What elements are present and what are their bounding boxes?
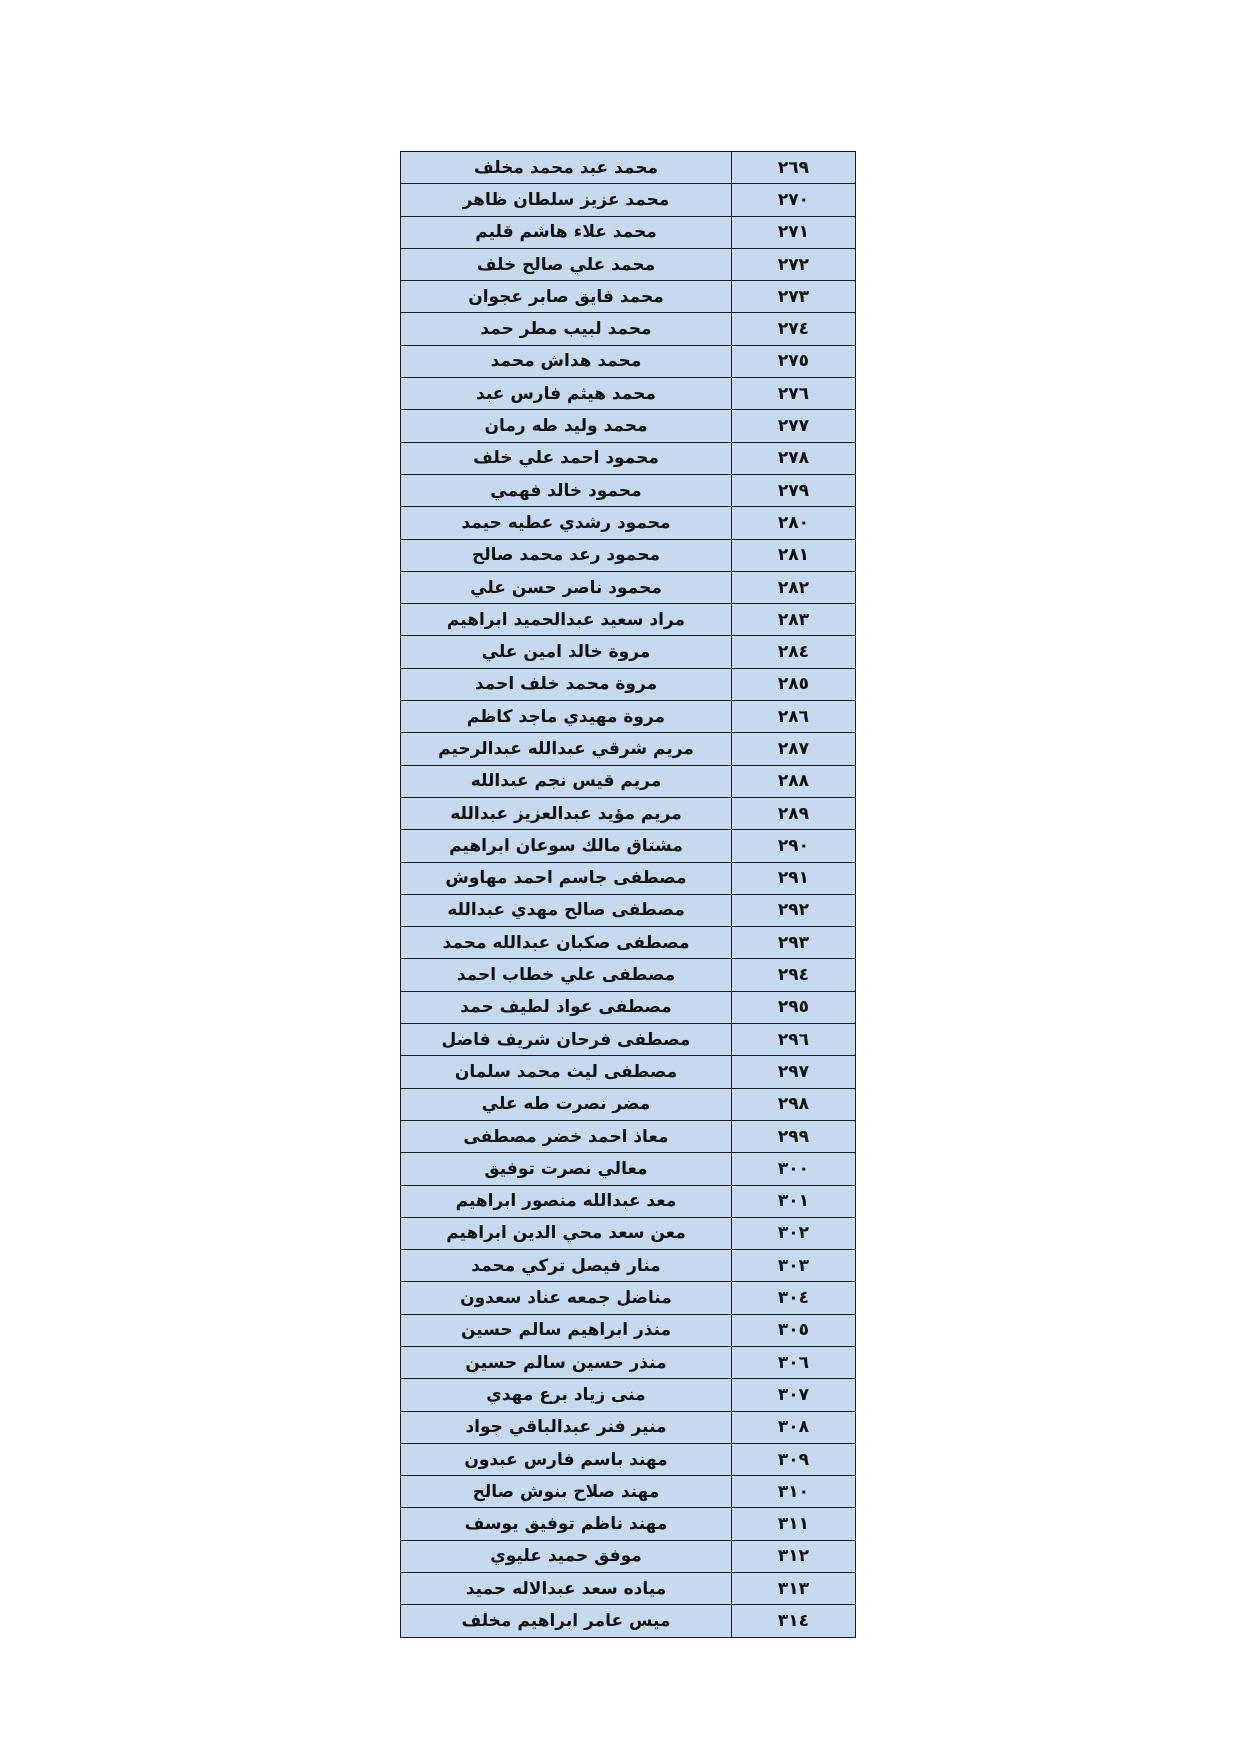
table-row	[401, 701, 856, 733]
name-cell: معالي نصرت توفيق	[401, 1153, 732, 1185]
names-table	[400, 151, 856, 1638]
table-row	[401, 442, 856, 474]
number-cell: ٢٩٥	[732, 991, 856, 1023]
number-cell: ٢٨٥	[732, 668, 856, 700]
table-row	[401, 894, 856, 926]
table-row	[401, 1056, 856, 1088]
name-cell: مصطفى صكبان عبدالله محمد	[401, 927, 732, 959]
name-cell: مياده سعد عبدالاله حميد	[401, 1573, 732, 1605]
name-cell: محمود رشدي عطيه حيمد	[401, 507, 732, 539]
number-cell: ٢٩٢	[732, 894, 856, 926]
number-cell: ٣٠٩	[732, 1443, 856, 1475]
number-cell: ٢٧٦	[732, 378, 856, 410]
table-row	[401, 281, 856, 313]
number-cell: ٣١٤	[732, 1605, 856, 1637]
name-cell: مصطفى جاسم احمد مهاوش	[401, 862, 732, 894]
number-cell: ٢٨٣	[732, 604, 856, 636]
table-row	[401, 152, 856, 184]
number-cell: ٣٠٧	[732, 1379, 856, 1411]
table-row	[401, 1411, 856, 1443]
number-cell: ٢٨٤	[732, 636, 856, 668]
number-cell: ٢٧٩	[732, 474, 856, 506]
name-cell: محمد هداش محمد	[401, 345, 732, 377]
table-row	[401, 604, 856, 636]
table-row	[401, 1250, 856, 1282]
number-cell: ٢٦٩	[732, 152, 856, 184]
name-cell: مناضل جمعه عناد سعدون	[401, 1282, 732, 1314]
number-cell: ٢٧٥	[732, 345, 856, 377]
name-cell: مروة محمد خلف احمد	[401, 668, 732, 700]
table-row	[401, 1573, 856, 1605]
name-cell: محمد عزيز سلطان ظاهر	[401, 184, 732, 216]
number-cell: ٣١٢	[732, 1540, 856, 1572]
number-cell: ٢٩٣	[732, 927, 856, 959]
number-cell: ٣٠٣	[732, 1250, 856, 1282]
name-cell: مروة خالد امين علي	[401, 636, 732, 668]
name-cell: مصطفى ليث محمد سلمان	[401, 1056, 732, 1088]
name-cell: منى زياد برع مهدي	[401, 1379, 732, 1411]
table-row	[401, 1314, 856, 1346]
number-cell: ٢٩١	[732, 862, 856, 894]
name-cell: مهند ناظم توفيق يوسف	[401, 1508, 732, 1540]
number-cell: ٣٠٢	[732, 1217, 856, 1249]
table-row	[401, 1088, 856, 1120]
name-cell: محمد فايق صابر عجوان	[401, 281, 732, 313]
name-cell: موفق حميد عليوي	[401, 1540, 732, 1572]
name-cell: مصطفى فرحان شريف فاضل	[401, 1024, 732, 1056]
table-row	[401, 862, 856, 894]
table-row	[401, 1540, 856, 1572]
table-row	[401, 1217, 856, 1249]
name-cell: مريم شرقي عبدالله عبدالرحيم	[401, 733, 732, 765]
number-cell: ٢٩٤	[732, 959, 856, 991]
name-cell: محمد هيثم فارس عبد	[401, 378, 732, 410]
name-cell: معاذ احمد خضر مصطفى	[401, 1120, 732, 1152]
number-cell: ٣٠٨	[732, 1411, 856, 1443]
number-cell: ٢٧٠	[732, 184, 856, 216]
table-row	[401, 248, 856, 280]
number-cell: ٣٠١	[732, 1185, 856, 1217]
name-cell: مروة مهيدي ماجد كاظم	[401, 701, 732, 733]
number-cell: ٣١١	[732, 1508, 856, 1540]
name-cell: مراد سعيد عبدالحميد ابراهيم	[401, 604, 732, 636]
name-cell: مصطفى صالح مهدي عبدالله	[401, 894, 732, 926]
table-row	[401, 313, 856, 345]
number-cell: ٢٨٢	[732, 571, 856, 603]
table-row	[401, 1120, 856, 1152]
table-row	[401, 345, 856, 377]
table-row	[401, 1282, 856, 1314]
number-cell: ٢٨٨	[732, 765, 856, 797]
table-row	[401, 1379, 856, 1411]
name-cell: معن سعد محي الدين ابراهيم	[401, 1217, 732, 1249]
name-cell: محمد لبيب مطر حمد	[401, 313, 732, 345]
table-row	[401, 1476, 856, 1508]
name-cell: محمد علي صالح خلف	[401, 248, 732, 280]
name-cell: محمود رعد محمد صالح	[401, 539, 732, 571]
table-row	[401, 1185, 856, 1217]
name-cell: مشتاق مالك سوعان ابراهيم	[401, 830, 732, 862]
name-cell: ميس عامر ابراهيم مخلف	[401, 1605, 732, 1637]
table-row	[401, 1605, 856, 1637]
number-cell: ٢٨٧	[732, 733, 856, 765]
table-row	[401, 1443, 856, 1475]
table-row	[401, 636, 856, 668]
number-cell: ٢٧٨	[732, 442, 856, 474]
number-cell: ٣١٠	[732, 1476, 856, 1508]
table-row	[401, 571, 856, 603]
table-row	[401, 991, 856, 1023]
name-cell: منذر ابراهيم سالم حسين	[401, 1314, 732, 1346]
number-cell: ٢٧٣	[732, 281, 856, 313]
number-cell: ٢٩٩	[732, 1120, 856, 1152]
table-row	[401, 474, 856, 506]
number-cell: ٢٩٧	[732, 1056, 856, 1088]
table-row	[401, 184, 856, 216]
name-cell: مهند صلاح بنوش صالح	[401, 1476, 732, 1508]
name-cell: مصطفى عواد لطيف حمد	[401, 991, 732, 1023]
table-row	[401, 959, 856, 991]
table-row	[401, 1508, 856, 1540]
name-cell: منار فيصل تركي محمد	[401, 1250, 732, 1282]
name-cell: محمود ناصر حسن علي	[401, 571, 732, 603]
table-row	[401, 1024, 856, 1056]
name-cell: منذر حسين سالم حسين	[401, 1346, 732, 1378]
name-cell: محمد عبد محمد مخلف	[401, 152, 732, 184]
table-row	[401, 733, 856, 765]
number-cell: ٢٧٤	[732, 313, 856, 345]
name-cell: مصطفى علي خطاب احمد	[401, 959, 732, 991]
table-row	[401, 1346, 856, 1378]
name-cell: مريم مؤيد عبدالعزيز عبدالله	[401, 797, 732, 829]
number-cell: ٢٨٦	[732, 701, 856, 733]
number-cell: ٢٨٩	[732, 797, 856, 829]
name-cell: محمود خالد فهمي	[401, 474, 732, 506]
name-cell: منير فنر عبدالباقي جواد	[401, 1411, 732, 1443]
name-cell: محمد وليد طه رمان	[401, 410, 732, 442]
table-row	[401, 830, 856, 862]
name-cell: مريم قيس نجم عبدالله	[401, 765, 732, 797]
table-row	[401, 927, 856, 959]
table-row	[401, 378, 856, 410]
table-row	[401, 216, 856, 248]
name-cell: محمود احمد علي خلف	[401, 442, 732, 474]
table-row	[401, 539, 856, 571]
number-cell: ٢٧٢	[732, 248, 856, 280]
number-cell: ٣٠٤	[732, 1282, 856, 1314]
table-row	[401, 765, 856, 797]
names-table-body	[401, 152, 856, 1638]
number-cell: ٢٨٠	[732, 507, 856, 539]
number-cell: ٣١٣	[732, 1573, 856, 1605]
number-cell: ٢٧١	[732, 216, 856, 248]
name-cell: معد عبدالله منصور ابراهيم	[401, 1185, 732, 1217]
name-cell: مهند باسم فارس عبدون	[401, 1443, 732, 1475]
name-cell: محمد علاء هاشم قليم	[401, 216, 732, 248]
number-cell: ٢٧٧	[732, 410, 856, 442]
number-cell: ٢٨١	[732, 539, 856, 571]
table-row	[401, 507, 856, 539]
number-cell: ٣٠٦	[732, 1346, 856, 1378]
table-row	[401, 1153, 856, 1185]
number-cell: ٣٠٥	[732, 1314, 856, 1346]
table-row	[401, 410, 856, 442]
name-cell: مضر نصرت طه علي	[401, 1088, 732, 1120]
number-cell: ٢٩٠	[732, 830, 856, 862]
number-cell: ٢٩٨	[732, 1088, 856, 1120]
number-cell: ٢٩٦	[732, 1024, 856, 1056]
number-cell: ٣٠٠	[732, 1153, 856, 1185]
table-row	[401, 668, 856, 700]
table-row	[401, 797, 856, 829]
